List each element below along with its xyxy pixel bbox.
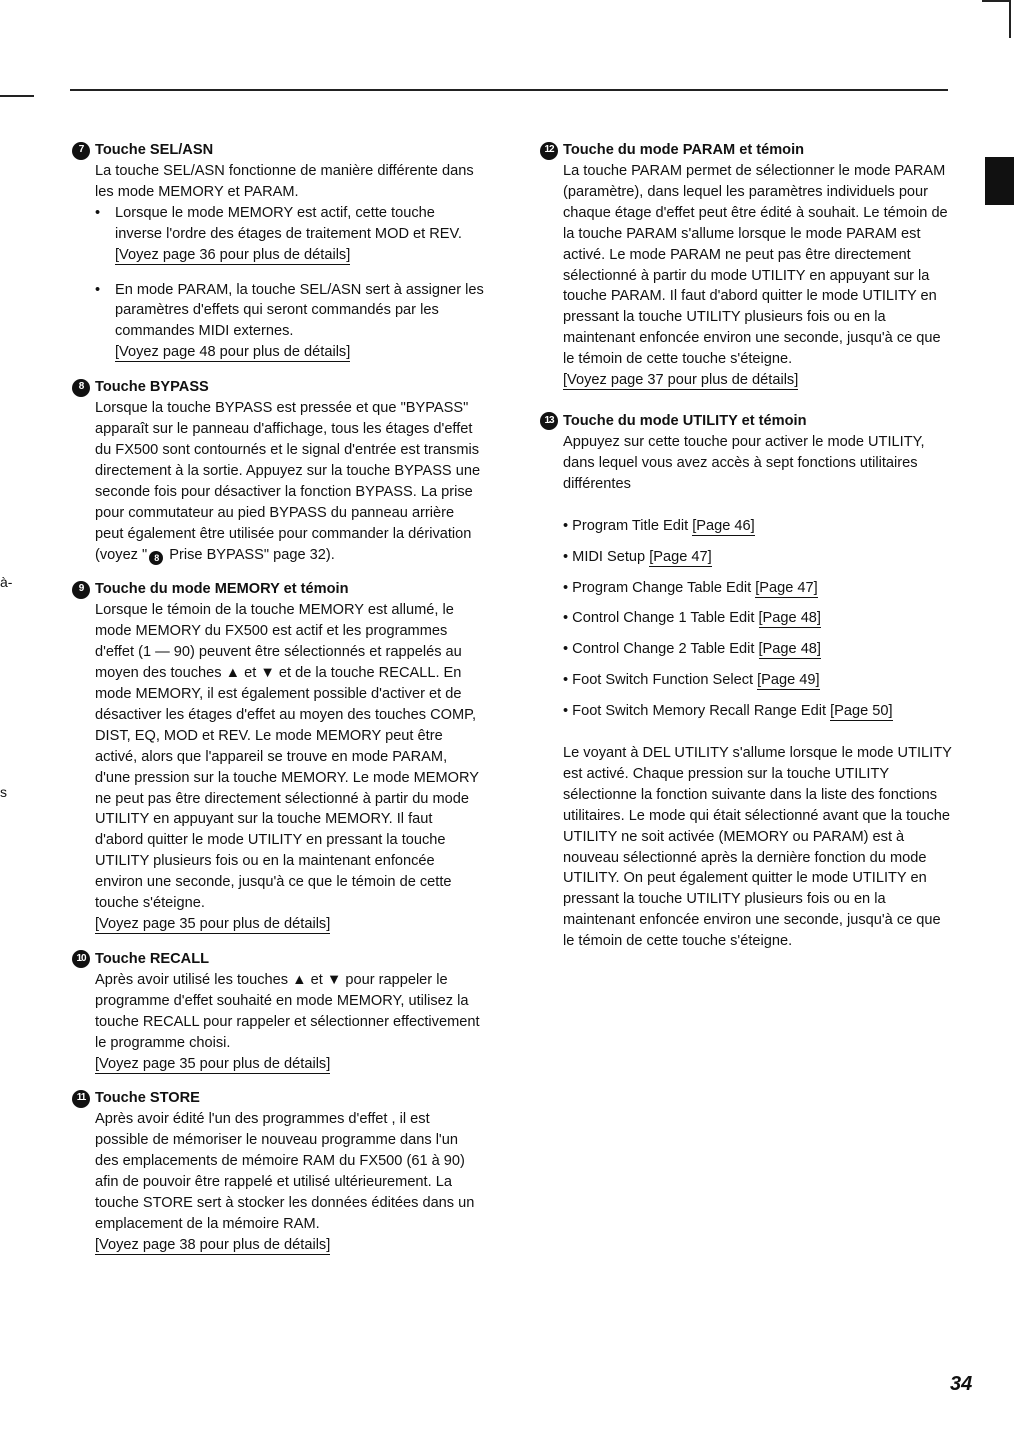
down-arrow-icon: ▼ — [326, 971, 342, 988]
page-reference: [Page 49] — [757, 672, 820, 689]
section-heading — [540, 411, 952, 432]
list-item — [95, 280, 484, 364]
section-body — [72, 1109, 484, 1255]
function-label: • Program Change Table Edit — [563, 579, 756, 596]
section-sel-asn — [72, 140, 484, 363]
callout-number-badge: 7 — [72, 142, 90, 160]
margin-fragment: s — [0, 784, 7, 800]
body-text: La touche PARAM permet de sélectionner le mode PARAM (paramètre), dans lequel les paramètres individuels pour chaque étage d'effet peut être édité à souhait. Le témoin de la touche PARAM s'allume lorsque le mode PARAM est activé. Le mode PARAM ne peut pas être directement sélectionné à partir du mode UTILITY en appuyant sur la touche PARAM. Il faut d'abord quitter le mode UTILITY en pressant la touche UTILITY plusieurs fois ou en la maintenant enfoncée environ une seconde, jusqu'à ce que le témoin de cette touche s'éteigne. — [563, 163, 948, 368]
body-text: Lorsque le témoin de la touche MEMORY est allumé, le mode MEMORY du FX500 est actif et les programmes d'effet (1 — 90) peuvent être sélectionnés et rappelés au moyen des touches — [95, 602, 462, 682]
function-label: • Control Change 2 Table Edit — [563, 641, 759, 658]
list-item — [563, 516, 952, 537]
list-item — [95, 203, 484, 266]
down-arrow-icon: ▼ — [260, 665, 275, 682]
page-reference: [Voyez page 36 pour plus de détails] — [115, 246, 351, 263]
body-text: Après avoir utilisé les touches — [95, 971, 293, 988]
page-reference: [Voyez page 35 pour plus de détails] — [95, 916, 331, 932]
right-column — [540, 140, 952, 966]
section-heading — [72, 579, 484, 600]
section-heading — [72, 140, 484, 161]
section-bypass — [72, 377, 484, 565]
section-title: Touche SEL/ASN — [95, 142, 214, 159]
callout-number-badge: 11 — [72, 1090, 90, 1108]
section-title: Touche STORE — [95, 1090, 200, 1107]
bullet-list — [72, 203, 484, 363]
body-text: Lorsque la touche BYPASS est pressée et que "BYPASS" apparaît sur le panneau d'affichage, tous les étages d'effet du FX500 sont contournés et le signal d'entrée est transmis directement à la sortie. Appuyez sur la touche BYPASS une seconde fois pour désactiver la fonction BYPASS. La prise pour commutateur au pied BYPASS du panneau arrière peut également être utilisée pour commander la dérivation (voyez " — [95, 400, 481, 563]
section-body — [72, 398, 484, 565]
function-label: • Control Change 1 Table Edit — [563, 610, 759, 627]
section-recall — [72, 949, 484, 1075]
section-heading — [540, 140, 952, 161]
body-text-tail: Prise BYPASS" page 32). — [165, 546, 335, 563]
bullet-icon: • — [95, 204, 101, 221]
list-item — [563, 547, 952, 568]
section-intro: La touche SEL/ASN fonctionne de manière différente dans les mode MEMORY et PARAM. — [95, 163, 474, 200]
section-body — [72, 600, 484, 935]
section-title: Touche du mode UTILITY et témoin — [563, 413, 807, 430]
section-heading — [72, 1088, 484, 1109]
section-utility — [540, 411, 952, 952]
crop-mark-vertical — [1009, 0, 1011, 38]
list-item — [563, 701, 952, 722]
section-body: Appuyez sur cette touche pour activer le mode UTILITY, dans lequel vous avez accès à sept fonctions utilitaires différentes — [563, 433, 925, 492]
function-label: • MIDI Setup — [563, 548, 650, 565]
page-reference: [Page 47] — [649, 548, 712, 565]
callout-number-badge: 10 — [72, 950, 90, 968]
function-label: • Foot Switch Memory Recall Range Edit — [563, 703, 831, 720]
page-reference: [Page 50] — [830, 703, 893, 720]
callout-number-badge: 13 — [540, 412, 558, 430]
section-body — [540, 161, 952, 391]
callout-number-badge: 8 — [72, 379, 90, 397]
callout-number-badge: 12 — [540, 142, 558, 160]
section-body — [72, 970, 484, 1075]
body-text-continued: pour rappeler le programme d'effet souhaité en mode MEMORY, utilisez la touche RECALL pour rappeler et sélectionner effectivement le programme choisi. — [95, 971, 480, 1051]
page-number: 34 — [950, 1373, 973, 1395]
inline-callout-badge: 8 — [149, 551, 163, 565]
page-reference: [Page 48] — [758, 610, 821, 627]
section-title: Touche BYPASS — [95, 379, 209, 396]
conjunction: et — [240, 665, 261, 682]
function-label: • Program Title Edit — [563, 517, 693, 534]
page-reference: [Page 46] — [692, 517, 755, 534]
page-reference: [Voyez page 35 pour plus de détails] — [95, 1055, 331, 1072]
bullet-text: Lorsque le mode MEMORY est actif, cette touche inverse l'ordre des étages de traitement MOD et REV. — [115, 204, 462, 242]
section-title: Touche RECALL — [95, 950, 210, 967]
up-arrow-icon: ▲ — [225, 665, 241, 682]
header-rule — [70, 89, 948, 91]
section-memory — [72, 579, 484, 935]
margin-fragment: à- — [0, 574, 13, 590]
chapter-tab-marker — [985, 157, 1014, 205]
up-arrow-icon: ▲ — [292, 971, 307, 988]
list-item — [563, 578, 952, 599]
left-column — [72, 140, 484, 1270]
list-item — [563, 670, 952, 691]
list-item — [563, 639, 952, 660]
page-reference: [Voyez page 48 pour plus de détails] — [115, 344, 351, 361]
section-closing-paragraph: Le voyant à DEL UTILITY s'allume lorsque le mode UTILITY est activé. Chaque pression sur la touche UTILITY sélectionne la fonction suivante dans la liste des fonctions utilitaires. Le mode qui était sélectionné avant que la touche UTILITY ne soit activée (MEMORY ou PARAM) est à nouveau sélectionné après la dernière fonction du mode UTILITY. On peut également quitter le mode UTILITY en pressant la touche UTILITY plusieurs fois ou en la maintenant enfoncée environ une seconde, jusqu'à ce que le témoin de cette touche s'éteigne. — [563, 745, 952, 950]
section-title: Touche du mode PARAM et témoin — [563, 142, 805, 159]
section-store — [72, 1088, 484, 1255]
utility-function-list — [540, 516, 952, 722]
crop-mark-horizontal — [982, 0, 1010, 2]
bullet-text: En mode PARAM, la touche SEL/ASN sert à assigner les paramètres d'effets qui seront commandés par les commandes MIDI externes. — [115, 281, 484, 340]
page-reference: [Page 48] — [758, 641, 821, 658]
page-reference: [Voyez page 37 pour plus de détails] — [563, 372, 799, 389]
section-heading — [72, 377, 484, 398]
page-reference: [Page 47] — [755, 579, 818, 596]
bullet-icon: • — [95, 281, 101, 298]
body-text: Après avoir édité l'un des programmes d'effet , il est possible de mémoriser le nouveau programme dans l'un des emplacements de mémoire RAM du FX500 (61 à 90) afin de pouvoir être rappelé et utilisé ultérieurement. La touche STORE sert à stocker les données éditées dans un emplacement de la mémoire RAM. — [95, 1111, 475, 1232]
callout-number-badge: 9 — [72, 581, 90, 599]
section-param — [540, 140, 952, 391]
function-label: • Foot Switch Function Select — [563, 672, 758, 689]
section-heading — [72, 949, 484, 970]
section-title: Touche du mode MEMORY et témoin — [95, 581, 349, 598]
list-item — [563, 608, 952, 629]
conjunction: et — [306, 971, 327, 988]
body-text-continued: et de la touche RECALL. En mode MEMORY, il est également possible d'activer et de désactiver les étages d'effet au moyen des touches COMP, DIST, EQ, MOD et REV. Le mode MEMORY peut être activé, alors que l'appareil se trouve en mode PARAM, d'une pression sur la touche MEMORY. Le mode MEMORY ne peut pas être directement sélectionné à partir du mode UTILITY en appuyant sur la touche MEMORY. Il faut d'abord quitter le mode UTILITY en pressant la touche UTILITY plusieurs fois ou en la maintenant enfoncée environ une seconde, jusqu'à ce que le témoin de cette touche s'éteigne. — [95, 665, 479, 912]
margin-rule — [0, 95, 34, 97]
page-reference: [Voyez page 38 pour plus de détails] — [95, 1236, 331, 1253]
